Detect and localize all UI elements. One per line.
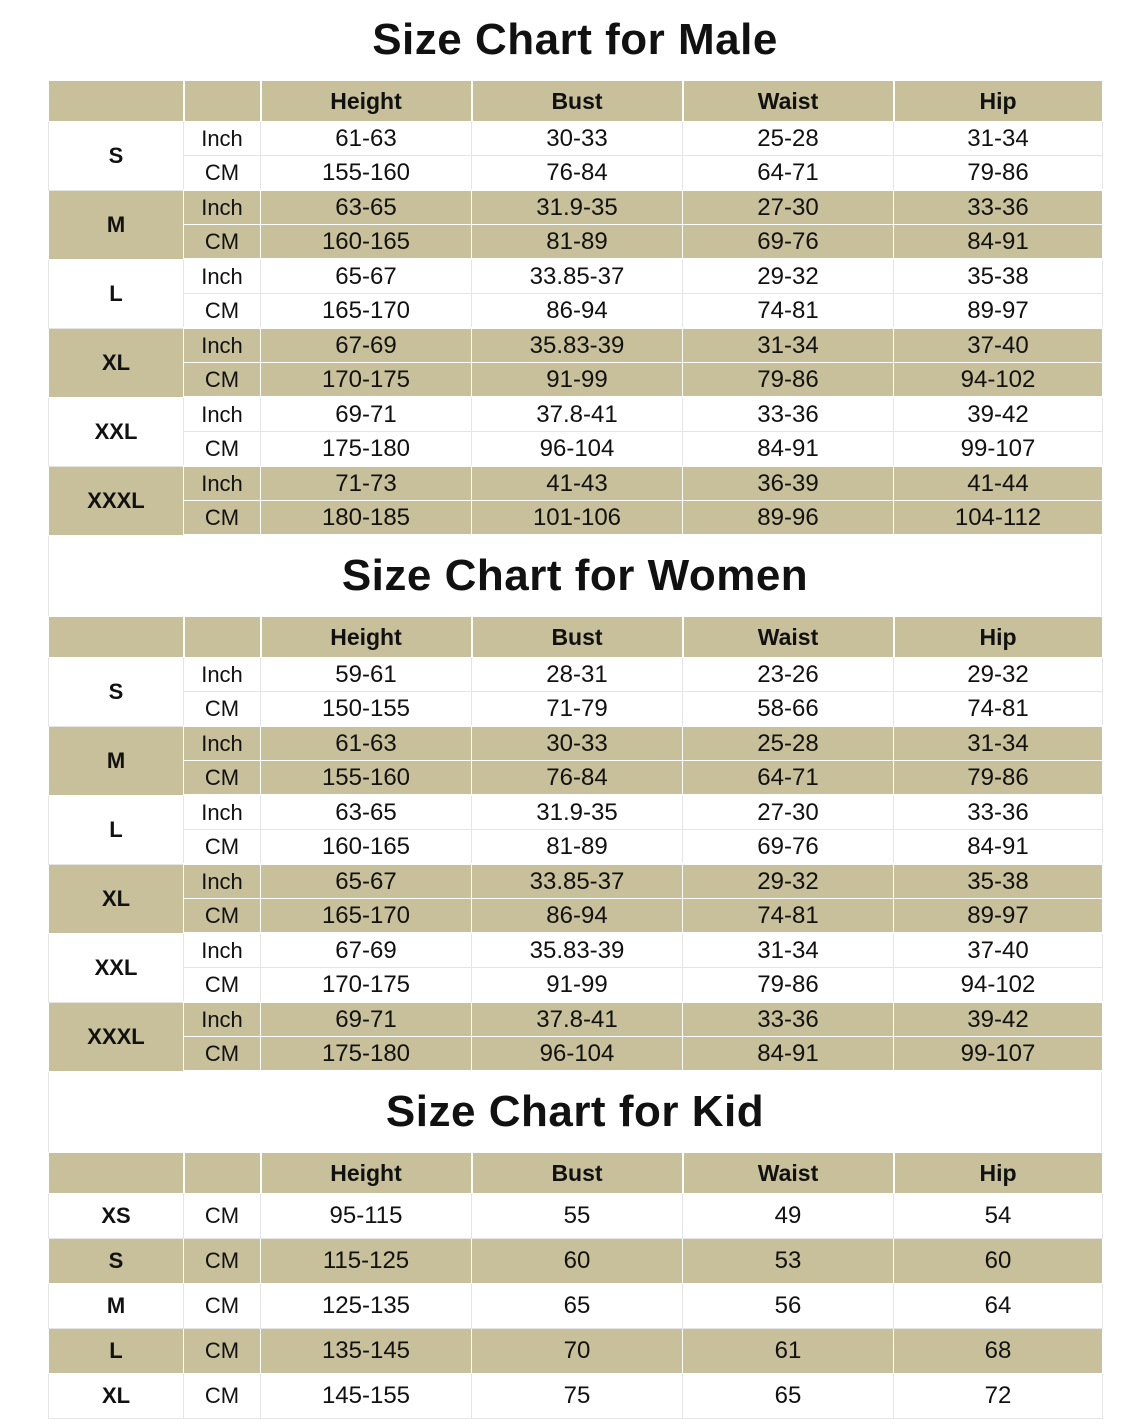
column-header: Waist	[683, 81, 894, 122]
measure-cell: 59-61	[261, 658, 472, 692]
table-row	[49, 761, 1103, 796]
unit-label: Inch	[184, 658, 261, 692]
measure-cell: 33-36	[894, 190, 1103, 225]
measure-cell: 27-30	[683, 795, 894, 830]
measure-cell: 54	[894, 1194, 1103, 1239]
measure-cell: 75	[472, 1374, 683, 1419]
measure-cell: 33.85-37	[472, 259, 683, 294]
measure-cell: 31-34	[683, 328, 894, 363]
unit-label: CM	[184, 156, 261, 191]
measure-cell: 65-67	[261, 259, 472, 294]
measure-cell: 29-32	[683, 864, 894, 899]
unit-label: Inch	[184, 933, 261, 968]
column-header: Height	[261, 617, 472, 658]
measure-cell: 33-36	[894, 795, 1103, 830]
measure-cell: 155-160	[261, 156, 472, 191]
measure-cell: 95-115	[261, 1194, 472, 1239]
measure-cell: 30-33	[472, 726, 683, 761]
male-chart-title: Size Chart for Male	[372, 15, 778, 64]
column-header: Height	[261, 1153, 472, 1194]
size-label: L	[49, 1329, 184, 1374]
measure-cell: 86-94	[472, 294, 683, 329]
measure-cell: 31-34	[683, 933, 894, 968]
measure-cell: 69-76	[683, 830, 894, 865]
measure-cell: 41-44	[894, 466, 1103, 501]
size-label: L	[49, 795, 184, 864]
column-header: Waist	[683, 1153, 894, 1194]
measure-cell: 76-84	[472, 156, 683, 191]
measure-cell: 71-73	[261, 466, 472, 501]
size-label: XXXL	[49, 1002, 184, 1071]
measure-cell: 53	[683, 1239, 894, 1284]
table-row	[49, 156, 1103, 191]
unit-label: CM	[184, 432, 261, 467]
unit-label: Inch	[184, 397, 261, 432]
size-label: S	[49, 658, 184, 727]
unit-label: CM	[184, 1329, 261, 1374]
measure-cell: 35-38	[894, 864, 1103, 899]
column-header: Hip	[894, 1153, 1103, 1194]
measure-cell: 170-175	[261, 363, 472, 398]
size-label: S	[49, 122, 184, 191]
table-row	[49, 658, 1103, 692]
measure-cell: 23-26	[683, 658, 894, 692]
table-row	[49, 501, 1103, 536]
unit-label: CM	[184, 968, 261, 1003]
measure-cell: 65-67	[261, 864, 472, 899]
table-row	[49, 190, 1103, 225]
measure-cell: 63-65	[261, 190, 472, 225]
table-row	[49, 1002, 1103, 1037]
measure-cell: 125-135	[261, 1284, 472, 1329]
measure-cell: 91-99	[472, 968, 683, 1003]
measure-cell: 175-180	[261, 432, 472, 467]
measure-cell: 61-63	[261, 122, 472, 156]
measure-cell: 35.83-39	[472, 933, 683, 968]
measure-cell: 79-86	[894, 156, 1103, 191]
measure-cell: 91-99	[472, 363, 683, 398]
size-label: S	[49, 1239, 184, 1284]
column-header: Hip	[894, 617, 1103, 658]
unit-label: CM	[184, 225, 261, 260]
measure-cell: 74-81	[683, 294, 894, 329]
table-row	[49, 1239, 1103, 1284]
column-header: Hip	[894, 81, 1103, 122]
measure-cell: 115-125	[261, 1239, 472, 1284]
table-row	[49, 294, 1103, 329]
table-row	[49, 363, 1103, 398]
unit-label: CM	[184, 692, 261, 727]
measure-cell: 96-104	[472, 432, 683, 467]
column-header: Waist	[683, 617, 894, 658]
measure-cell: 89-96	[683, 501, 894, 536]
measure-cell: 33.85-37	[472, 864, 683, 899]
measure-cell: 68	[894, 1329, 1103, 1374]
column-header	[184, 617, 261, 658]
measure-cell: 36-39	[683, 466, 894, 501]
table-row	[49, 1329, 1103, 1374]
header-row	[49, 81, 1103, 122]
measure-cell: 35-38	[894, 259, 1103, 294]
measure-cell: 165-170	[261, 899, 472, 934]
measure-cell: 99-107	[894, 1037, 1103, 1072]
measure-cell: 89-97	[894, 294, 1103, 329]
measure-cell: 155-160	[261, 761, 472, 796]
table-row	[49, 432, 1103, 467]
unit-label: CM	[184, 761, 261, 796]
measure-cell: 33-36	[683, 1002, 894, 1037]
measure-cell: 30-33	[472, 122, 683, 156]
table-row	[49, 122, 1103, 156]
unit-label: CM	[184, 1194, 261, 1239]
unit-label: Inch	[184, 795, 261, 830]
unit-label: Inch	[184, 122, 261, 156]
size-label: L	[49, 259, 184, 328]
column-header	[184, 1153, 261, 1194]
measure-cell: 72	[894, 1374, 1103, 1419]
measure-cell: 64	[894, 1284, 1103, 1329]
unit-label: CM	[184, 1037, 261, 1072]
size-label: M	[49, 1284, 184, 1329]
measure-cell: 76-84	[472, 761, 683, 796]
measure-cell: 31-34	[894, 726, 1103, 761]
unit-label: CM	[184, 1374, 261, 1419]
women-size-table	[48, 616, 1104, 1072]
measure-cell: 35.83-39	[472, 328, 683, 363]
column-header: Bust	[472, 1153, 683, 1194]
size-label: XXL	[49, 397, 184, 466]
measure-cell: 67-69	[261, 328, 472, 363]
measure-cell: 67-69	[261, 933, 472, 968]
table-row	[49, 899, 1103, 934]
unit-label: CM	[184, 899, 261, 934]
table-row	[49, 259, 1103, 294]
measure-cell: 56	[683, 1284, 894, 1329]
column-header: Height	[261, 81, 472, 122]
measure-cell: 39-42	[894, 397, 1103, 432]
measure-cell: 63-65	[261, 795, 472, 830]
table-row	[49, 692, 1103, 727]
measure-cell: 84-91	[894, 830, 1103, 865]
size-chart-page	[48, 0, 1102, 1419]
unit-label: Inch	[184, 864, 261, 899]
unit-label: CM	[184, 501, 261, 536]
measure-cell: 170-175	[261, 968, 472, 1003]
measure-cell: 69-71	[261, 397, 472, 432]
unit-label: CM	[184, 294, 261, 329]
measure-cell: 60	[472, 1239, 683, 1284]
measure-cell: 31.9-35	[472, 190, 683, 225]
unit-label: Inch	[184, 190, 261, 225]
measure-cell: 180-185	[261, 501, 472, 536]
measure-cell: 60	[894, 1239, 1103, 1284]
measure-cell: 29-32	[683, 259, 894, 294]
measure-cell: 55	[472, 1194, 683, 1239]
measure-cell: 58-66	[683, 692, 894, 727]
measure-cell: 89-97	[894, 899, 1103, 934]
column-header: Bust	[472, 81, 683, 122]
measure-cell: 29-32	[894, 658, 1103, 692]
measure-cell: 99-107	[894, 432, 1103, 467]
women-chart-title: Size Chart for Women	[48, 536, 1102, 616]
size-label: XS	[49, 1194, 184, 1239]
measure-cell: 65	[472, 1284, 683, 1329]
column-header	[49, 1153, 184, 1194]
measure-cell: 25-28	[683, 726, 894, 761]
measure-cell: 61-63	[261, 726, 472, 761]
unit-label: Inch	[184, 1002, 261, 1037]
measure-cell: 69-76	[683, 225, 894, 260]
measure-cell: 65	[683, 1374, 894, 1419]
measure-cell: 175-180	[261, 1037, 472, 1072]
measure-cell: 28-31	[472, 658, 683, 692]
measure-cell: 70	[472, 1329, 683, 1374]
table-row	[49, 864, 1103, 899]
table-row	[49, 466, 1103, 501]
measure-cell: 96-104	[472, 1037, 683, 1072]
measure-cell: 79-86	[894, 761, 1103, 796]
measure-cell: 94-102	[894, 968, 1103, 1003]
column-header: Bust	[472, 617, 683, 658]
table-row	[49, 726, 1103, 761]
measure-cell: 81-89	[472, 225, 683, 260]
kid-size-table	[48, 1152, 1104, 1419]
measure-cell: 86-94	[472, 899, 683, 934]
measure-cell: 79-86	[683, 363, 894, 398]
measure-cell: 25-28	[683, 122, 894, 156]
measure-cell: 71-79	[472, 692, 683, 727]
table-row	[49, 968, 1103, 1003]
size-label: XL	[49, 328, 184, 397]
measure-cell: 69-71	[261, 1002, 472, 1037]
measure-cell: 79-86	[683, 968, 894, 1003]
table-row	[49, 1374, 1103, 1419]
measure-cell: 37.8-41	[472, 397, 683, 432]
male-size-table	[48, 80, 1104, 536]
measure-cell: 101-106	[472, 501, 683, 536]
measure-cell: 31.9-35	[472, 795, 683, 830]
measure-cell: 84-91	[894, 225, 1103, 260]
measure-cell: 37.8-41	[472, 1002, 683, 1037]
measure-cell: 94-102	[894, 363, 1103, 398]
measure-cell: 37-40	[894, 933, 1103, 968]
size-label: XL	[49, 864, 184, 933]
measure-cell: 74-81	[894, 692, 1103, 727]
measure-cell: 37-40	[894, 328, 1103, 363]
unit-label: CM	[184, 1284, 261, 1329]
header-row	[49, 1153, 1103, 1194]
measure-cell: 160-165	[261, 225, 472, 260]
table-row	[49, 933, 1103, 968]
unit-label: Inch	[184, 466, 261, 501]
measure-cell: 84-91	[683, 432, 894, 467]
measure-cell: 49	[683, 1194, 894, 1239]
column-header	[49, 617, 184, 658]
measure-cell: 160-165	[261, 830, 472, 865]
table-row	[49, 225, 1103, 260]
size-label: M	[49, 726, 184, 795]
size-label: M	[49, 190, 184, 259]
measure-cell: 39-42	[894, 1002, 1103, 1037]
measure-cell: 74-81	[683, 899, 894, 934]
kid-chart-title: Size Chart for Kid	[48, 1072, 1102, 1152]
table-row	[49, 1284, 1103, 1329]
table-row	[49, 397, 1103, 432]
measure-cell: 135-145	[261, 1329, 472, 1374]
measure-cell: 150-155	[261, 692, 472, 727]
unit-label: CM	[184, 830, 261, 865]
table-row	[49, 795, 1103, 830]
measure-cell: 81-89	[472, 830, 683, 865]
unit-label: CM	[184, 1239, 261, 1284]
measure-cell: 41-43	[472, 466, 683, 501]
table-row	[49, 1037, 1103, 1072]
unit-label: Inch	[184, 726, 261, 761]
measure-cell: 27-30	[683, 190, 894, 225]
measure-cell: 61	[683, 1329, 894, 1374]
measure-cell: 64-71	[683, 156, 894, 191]
size-label: XXL	[49, 933, 184, 1002]
header-row	[49, 617, 1103, 658]
size-label: XXXL	[49, 466, 184, 535]
unit-label: CM	[184, 363, 261, 398]
column-header	[49, 81, 184, 122]
measure-cell: 104-112	[894, 501, 1103, 536]
size-label: XL	[49, 1374, 184, 1419]
measure-cell: 33-36	[683, 397, 894, 432]
measure-cell: 31-34	[894, 122, 1103, 156]
unit-label: Inch	[184, 259, 261, 294]
measure-cell: 165-170	[261, 294, 472, 329]
measure-cell: 84-91	[683, 1037, 894, 1072]
table-row	[49, 1194, 1103, 1239]
table-row	[49, 328, 1103, 363]
measure-cell: 145-155	[261, 1374, 472, 1419]
measure-cell: 64-71	[683, 761, 894, 796]
table-row	[49, 830, 1103, 865]
column-header	[184, 81, 261, 122]
unit-label: Inch	[184, 328, 261, 363]
